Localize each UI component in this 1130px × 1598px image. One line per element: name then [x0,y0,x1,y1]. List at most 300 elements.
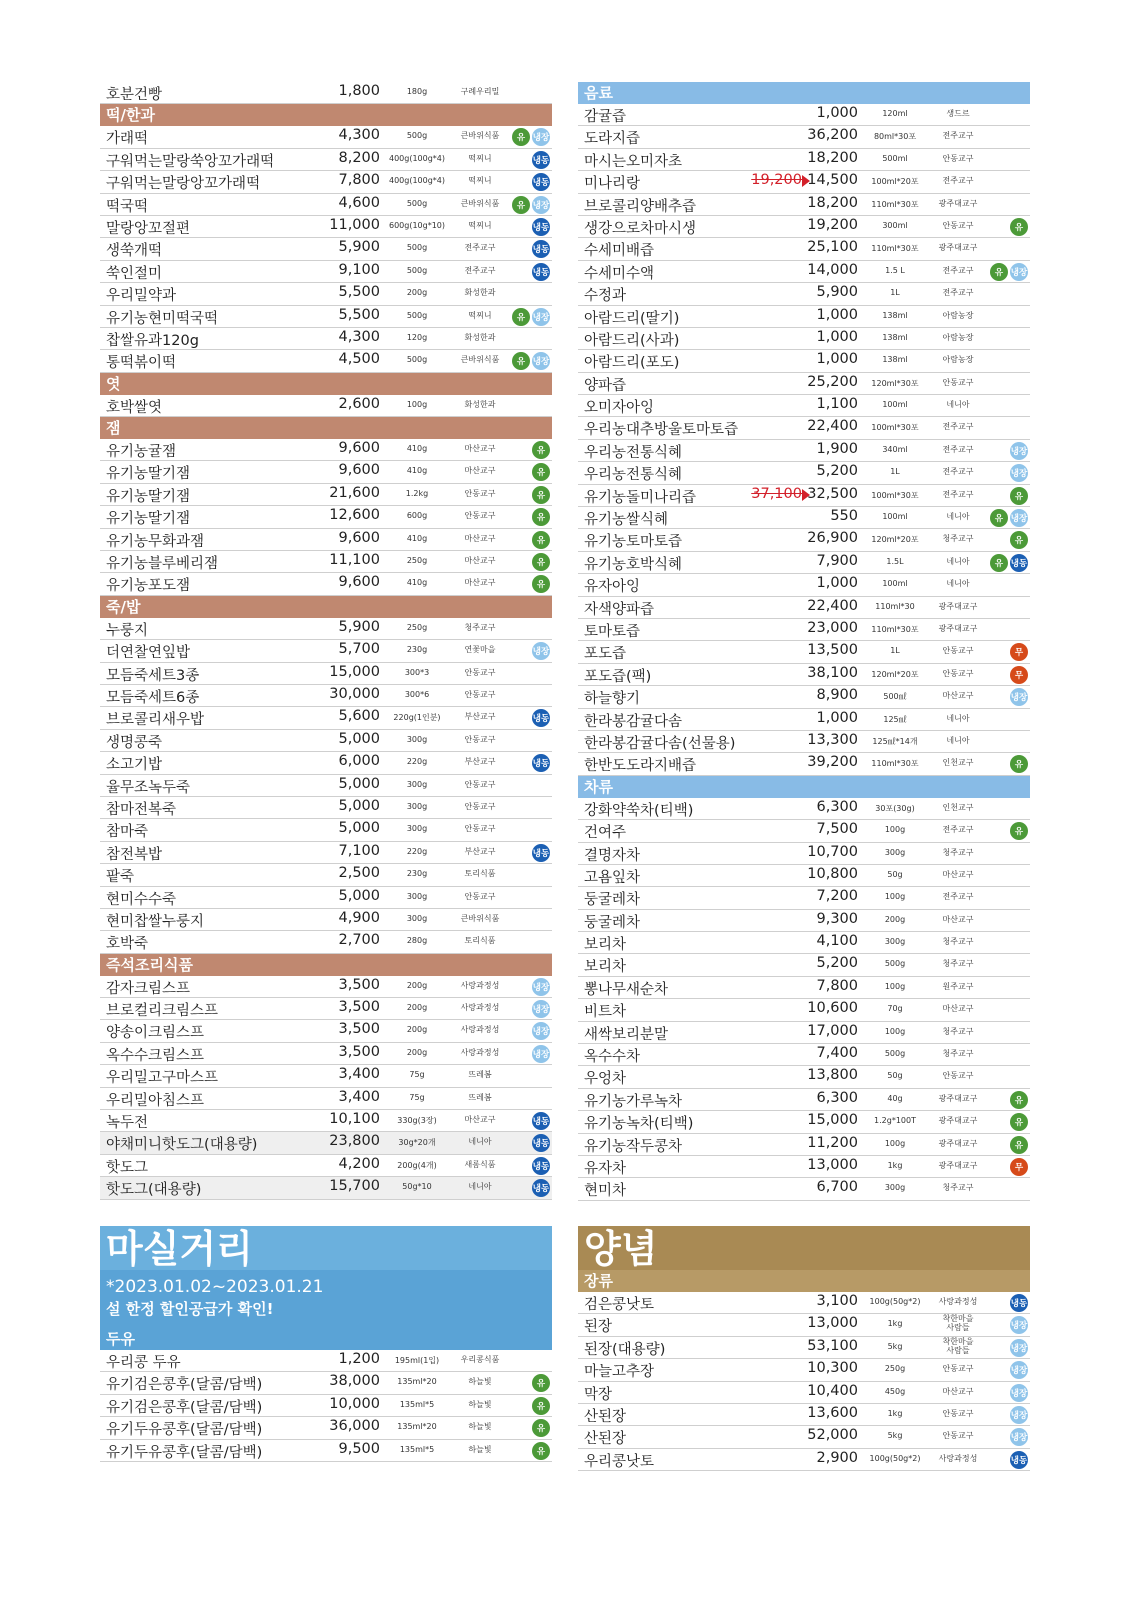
product-maker: 전주교구 [942,444,974,454]
product-name: 참마전복죽 [106,801,177,818]
badge-group [1010,688,1028,706]
product-unit: 75g [409,1092,425,1102]
product-row [578,1111,1030,1133]
product-unit: 400g(100g*4) [388,153,446,163]
refrigerated-badge-icon: 냉장 [1010,1384,1028,1402]
product-price: 7,900 [816,552,858,569]
product-row [578,641,1030,663]
product-maker: 마산교구 [942,1004,974,1014]
product-unit: 100ml*20포 [871,177,919,187]
product-name: 유기농딸기잼 [106,466,191,483]
product-name: 야채미니핫도그(대용량) [106,1137,258,1154]
badge-group [532,1000,550,1018]
product-unit: 410g [406,466,428,476]
product-unit: 135ml*5 [399,1444,435,1454]
organic-badge-icon: 유 [532,1397,550,1415]
product-unit: 200g [406,288,428,298]
product-row [578,552,1030,574]
product-price: 13,000 [807,1156,858,1173]
badge-group [532,1134,550,1152]
product-unit: 138ml [882,355,908,365]
badge-group [532,642,550,660]
section-header: 즉석조리식품 [100,954,552,976]
badge-group [1010,666,1028,684]
badge-group [1010,1136,1028,1154]
frozen-badge-icon: 냉동 [1010,1451,1028,1469]
product-unit: 195ml(1입) [394,1356,440,1365]
product-unit: 110ml*30포 [871,244,919,254]
product-price: 3,500 [338,1043,380,1060]
product-maker: 마산교구 [942,691,974,701]
product-name: 생강으로차마시생 [584,220,697,237]
refrigerated-badge-icon: 냉장 [1010,442,1028,460]
promo-notice: 설 한정 할인공급가 확인! [106,1300,274,1318]
product-price: 53,100 [807,1337,858,1354]
product-unit: 138ml [882,332,908,342]
product-maker: 네니아 [468,1182,492,1192]
product-maker: 안동교구 [942,1408,974,1418]
product-name: 핫도그 [106,1159,149,1176]
product-name: 비트차 [584,1004,627,1021]
product-unit: 500g [406,198,428,208]
product-price: 5,000 [338,887,380,904]
product-name: 쑥인절미 [106,265,163,282]
product-name: 현미찹쌀누룽지 [106,913,205,930]
product-name: 우리콩낫토 [584,1453,655,1470]
product-price: 9,600 [338,440,380,457]
product-name: 토마토즙 [584,623,641,640]
product-maker: 사랑과정성 [938,1453,978,1463]
product-maker: 안동교구 [942,220,974,230]
product-name: 브로콜리새우밥 [106,712,205,729]
product-maker: 전주교구 [464,243,496,253]
product-price: 18,200 [807,194,858,211]
product-row [578,1382,1030,1404]
product-maker: 우리콩식품 [460,1355,500,1364]
product-name: 유기농토마토즙 [584,534,683,551]
product-maker: 네니아 [946,512,970,522]
product-price: 11,200 [807,1134,858,1151]
product-row [578,820,1030,842]
organic-badge-icon: 유 [532,1419,550,1437]
product-maker: 전주교구 [942,288,974,298]
product-unit: 300g [406,801,428,811]
product-row [578,395,1030,417]
product-price: 32,500 [807,485,858,502]
product-maker: 안동교구 [464,801,496,811]
product-unit: 100ml [882,579,908,589]
product-unit: 410g [406,578,428,588]
product-name: 우리밀약과 [106,288,177,305]
product-unit: 1.2kg [405,488,429,498]
product-price: 1,000 [816,306,858,323]
product-maker: 전주교구 [942,265,974,275]
product-row [578,194,1030,216]
product-maker: 전주교구 [942,489,974,499]
product-price: 7,800 [816,977,858,994]
product-name: 참마죽 [106,824,149,841]
product-row [100,931,552,953]
product-price: 1,900 [816,440,858,457]
product-price: 17,000 [807,1022,858,1039]
product-maker: 마산교구 [464,533,496,543]
product-name: 유기농딸기잼 [106,511,191,528]
product-row [578,1337,1030,1359]
product-name: 양파즙 [584,377,627,394]
badge-group [532,1179,550,1197]
organic-badge-icon: 유 [532,553,550,571]
product-unit: 100ml*30포 [871,490,919,500]
product-unit: 280g [406,936,428,946]
product-maker: 사랑과정성 [460,1047,500,1057]
product-name: 떡국떡 [106,198,149,215]
section-header: 죽/밥 [100,596,552,618]
product-row [100,1395,552,1417]
yangnyeom-title: 양념 [584,1227,658,1271]
badge-group [532,978,550,996]
product-price: 5,900 [338,618,380,635]
product-unit: 100g [884,892,906,902]
product-price: 8,900 [816,687,858,704]
product-row [578,932,1030,954]
product-maker: 마산교구 [942,869,974,879]
refrigerated-badge-icon: 냉장 [1010,1406,1028,1424]
product-name: 아람드리(포도) [584,355,680,372]
product-name: 유기농가루녹차 [584,1093,683,1110]
product-maker: 네니아 [946,579,970,589]
badge-group [532,1112,550,1130]
additive-free-badge-icon: 무 [1010,666,1028,684]
product-price: 10,000 [329,1395,380,1412]
product-name: 구워먹는말랑쑥앙꼬가래떡 [106,153,275,170]
product-row [100,283,552,305]
product-row [578,731,1030,753]
product-maker: 아람농장 [942,332,974,342]
product-unit: 100g [884,981,906,991]
product-name: 더연찰연잎밥 [106,645,191,662]
product-price: 23,000 [807,619,858,636]
product-unit: 100g [884,1026,906,1036]
badge-group [990,509,1028,527]
product-maker: 안동교구 [464,511,496,521]
product-name: 핫도그(대용량) [106,1182,202,1199]
product-name: 유기농녹차(티백) [584,1116,694,1133]
product-maker: 떡찌니 [468,310,492,320]
product-unit: 300g [406,734,428,744]
product-maker: 사랑과정성 [460,1003,500,1013]
organic-badge-icon: 유 [1010,1136,1028,1154]
product-maker: 뜨레봄 [468,1092,492,1102]
badge-group [532,1022,550,1040]
badge-group [532,441,550,459]
refrigerated-badge-icon: 냉장 [1010,464,1028,482]
frozen-badge-icon: 냉동 [532,263,550,281]
product-price: 9,600 [338,574,380,591]
product-price: 6,300 [816,1089,858,1106]
product-name: 우리농대추방울토마토즙 [584,422,739,439]
product-maker: 착한마을 사람들 [942,1336,974,1355]
product-row [100,618,552,640]
refrigerated-badge-icon: 냉장 [532,128,550,146]
product-name: 유기농돌미나리즙 [584,489,697,506]
product-name: 옥수수크림스프 [106,1047,205,1064]
product-price: 5,000 [338,775,380,792]
product-name: 감자크림스프 [106,980,191,997]
additive-free-badge-icon: 무 [1010,643,1028,661]
original-price: 19,200 [751,172,802,189]
product-price: 3,500 [338,999,380,1016]
product-row [100,1155,552,1177]
product-unit: 250g [884,1364,906,1374]
frozen-badge-icon: 냉동 [1010,554,1028,572]
frozen-badge-icon: 냉동 [532,218,550,236]
section-header: 음료 [578,82,1030,104]
product-row [578,1022,1030,1044]
product-name: 옥수수차 [584,1049,641,1066]
product-unit: 200g(4개) [397,1160,437,1170]
product-price: 11,000 [329,216,380,233]
product-price: 39,200 [807,754,858,771]
product-name: 아람드리(딸기) [584,310,680,327]
product-name: 유기농호박식혜 [584,556,683,573]
product-name: 유기농블루베리잼 [106,556,219,573]
product-unit: 120ml [882,109,908,118]
product-unit: 1L [890,646,900,656]
product-unit: 500㎖ [883,692,907,702]
product-unit: 300ml [882,220,908,230]
product-price: 11,100 [329,552,380,569]
refrigerated-badge-icon: 냉장 [532,308,550,326]
masil-title: 마실거리 [100,1226,552,1270]
product-maker: 사랑과정성 [938,1297,978,1306]
badge-group [1010,1294,1028,1312]
product-maker: 떡찌니 [468,176,492,186]
product-price: 5,000 [338,730,380,747]
product-name: 우리농전통식혜 [584,444,683,461]
product-maker: 광주대교구 [938,198,978,208]
product-price: 3,500 [338,976,380,993]
product-unit: 135ml*5 [399,1399,435,1409]
product-unit: 500g [406,265,428,275]
refrigerated-badge-icon: 냉장 [1010,1428,1028,1446]
product-unit: 50g*10 [402,1182,432,1192]
masil-section [100,1226,552,1462]
product-name: 유기농귤잼 [106,444,177,461]
product-name: 유기농현미떡국떡 [106,310,219,327]
product-maker: 청주교구 [942,534,974,544]
product-maker: 청주교구 [942,1049,974,1059]
badge-group [532,151,550,169]
product-row [100,752,552,774]
product-row [578,1066,1030,1088]
product-price: 9,600 [338,462,380,479]
product-price: 15,000 [329,663,380,680]
product-maker: 안동교구 [464,824,496,834]
product-row [100,171,552,193]
badge-group [532,508,550,526]
badge-group [1010,1384,1028,1402]
product-row [100,1132,552,1154]
product-name: 감귤즙 [584,109,627,125]
badge-group [532,1419,550,1437]
product-row [100,149,552,171]
product-unit: 100g [406,399,428,409]
product-name: 오미자아잉 [584,400,655,417]
product-row [100,126,552,148]
badge-group [1010,531,1028,549]
product-row [578,1044,1030,1066]
product-row [100,328,552,350]
product-row [100,350,552,372]
badge-group [1010,1361,1028,1379]
product-name: 생명콩죽 [106,734,163,751]
product-maker: 광주대교구 [938,601,978,611]
product-name: 브로컬리크림스프 [106,1003,219,1020]
product-row [578,1156,1030,1178]
product-price: 1,000 [816,575,858,592]
product-unit: 5kg [887,1341,903,1351]
product-maker: 청주교구 [942,1026,974,1036]
product-price: 10,700 [807,843,858,860]
product-row [578,149,1030,171]
organic-badge-icon: 유 [512,308,530,326]
product-row [578,485,1030,507]
product-row [100,976,552,998]
product-unit: 410g [406,444,428,454]
product-maker: 마산교구 [464,466,496,476]
product-unit: 200g [406,980,428,990]
section-header: 잼 [100,417,552,439]
product-name: 포도즙 [584,646,627,663]
product-unit: 138ml [882,310,908,320]
product-row [100,1088,552,1110]
badge-group [1010,643,1028,661]
product-row [578,1089,1030,1111]
badge-group [1010,1339,1028,1357]
product-maker: 안동교구 [942,1364,974,1374]
product-price: 9,100 [338,261,380,278]
product-price: 550 [830,508,858,525]
product-unit: 1kg [887,1160,903,1170]
product-maker: 안동교구 [942,646,974,656]
organic-badge-icon: 유 [512,128,530,146]
product-unit: 100ml [882,400,908,410]
product-maker: 안동교구 [942,1431,974,1441]
product-row [100,395,552,417]
product-unit: 100g [884,825,906,835]
organic-badge-icon: 유 [532,486,550,504]
original-price: 37,100 [751,485,802,502]
product-unit: 200g [884,914,906,924]
product-unit: 600g [406,511,428,521]
product-price: 1,000 [816,709,858,726]
organic-badge-icon: 유 [1010,487,1028,505]
product-row [578,171,1030,193]
left-product-column [100,82,552,1200]
product-maker: 안동교구 [464,488,496,498]
product-maker: 새롬식품 [464,1159,496,1169]
product-row [100,685,552,707]
badge-group [532,709,550,727]
yangnyeom-section [578,1226,1030,1471]
product-maker: 마산교구 [464,578,496,588]
product-maker: 부산교구 [464,757,496,767]
product-maker: 부산교구 [464,712,496,722]
product-unit: 100ml [882,512,908,522]
product-price: 19,200 [807,216,858,233]
product-name: 도라지즙 [584,131,641,148]
product-row [100,573,552,595]
product-row [100,1417,552,1439]
product-unit: 220g [406,757,428,767]
product-maker: 화성한과 [464,332,496,342]
product-row [100,439,552,461]
product-unit: 50g [887,869,903,879]
product-name: 호분건빵 [106,87,163,103]
product-row [100,194,552,216]
product-unit: 125㎖*14개 [872,736,918,746]
product-maker: 전주교구 [942,892,974,902]
product-unit: 300*6 [404,689,430,699]
organic-badge-icon: 유 [532,463,550,481]
product-maker: 마산교구 [942,1386,974,1396]
product-name: 된장(대용량) [584,1341,666,1358]
product-maker: 부산교구 [464,846,496,856]
badge-group [532,486,550,504]
product-name: 포도즙(팩) [584,668,652,685]
product-name: 유기농작두콩차 [584,1138,683,1155]
product-price: 6,700 [816,1179,858,1196]
product-price: 4,100 [816,933,858,950]
product-maker: 토리식품 [464,936,496,946]
product-price: 3,100 [816,1293,858,1309]
product-unit: 30g*20개 [398,1138,436,1148]
organic-badge-icon: 유 [1010,822,1028,840]
product-name: 유자차 [584,1160,627,1177]
product-row [100,238,552,260]
product-price: 5,500 [338,306,380,323]
product-row [578,373,1030,395]
product-maker: 마산교구 [464,444,496,454]
product-name: 유기농쌀식혜 [584,512,669,529]
badge-group [532,263,550,281]
product-price: 6,000 [338,753,380,770]
product-maker: 마산교구 [464,556,496,566]
product-unit: 1kg [887,1319,903,1329]
organic-badge-icon: 유 [512,196,530,214]
product-maker: 청주교구 [942,937,974,947]
product-maker: 하늘빛 [468,1399,492,1409]
frozen-badge-icon: 냉동 [532,1179,550,1197]
product-unit: 300g [884,1183,906,1193]
product-price: 4,200 [338,1155,380,1172]
product-maker: 토리식품 [464,869,496,879]
product-row [578,977,1030,999]
product-name: 양송이크림스프 [106,1025,205,1042]
product-unit: 120ml*30포 [871,378,919,388]
product-row [100,842,552,864]
product-row [100,484,552,506]
product-row [100,1440,552,1462]
product-price: 1,800 [338,83,380,99]
product-price: 10,800 [807,865,858,882]
product-maker: 안동교구 [942,668,974,678]
product-unit: 135ml*20 [397,1377,437,1387]
organic-badge-icon: 유 [1010,1091,1028,1109]
product-row [578,306,1030,328]
badge-group [532,1397,550,1415]
product-price: 38,000 [329,1373,380,1390]
